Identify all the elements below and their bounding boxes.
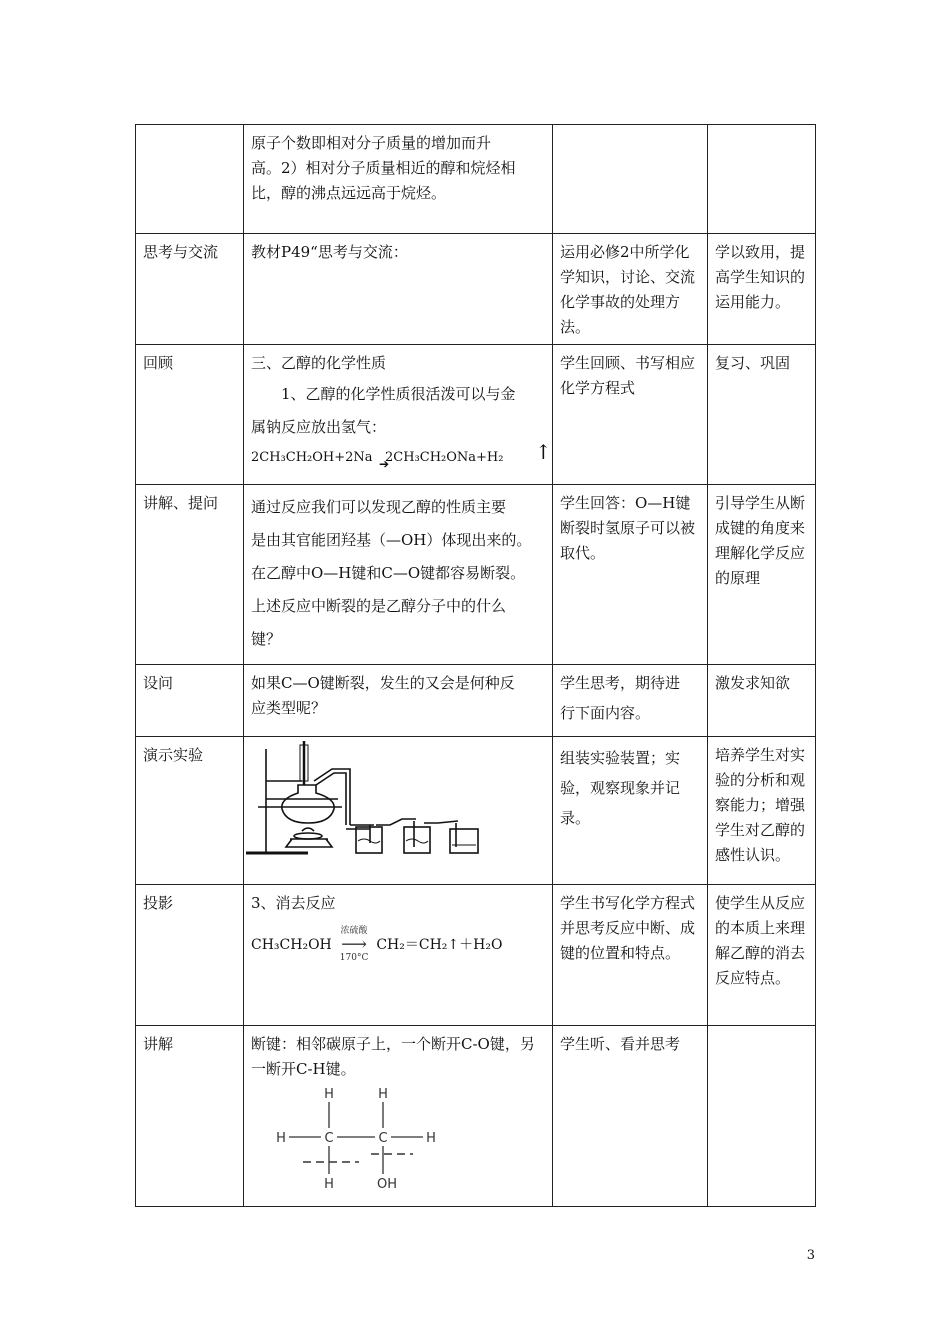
elimination-equation	[251, 926, 545, 964]
content-line: 应类型呢？	[251, 699, 327, 717]
atom-label: C	[378, 1131, 388, 1146]
content-line: 断键：相邻碳原子上，一个断开C-O键，另一断开C-H键。	[251, 1035, 535, 1078]
student-line: 行下面内容。	[560, 704, 651, 722]
product: CH₂＝CH₂↑＋H₂O	[376, 936, 503, 953]
content-line: 键？	[251, 630, 282, 648]
student-cell: 运用必修2中所学化学知识，讨论、交流化学事故的处理方法。	[553, 234, 708, 345]
content-line: 在乙醇中O—H键和C—O键都容易断裂。	[251, 564, 526, 582]
page-number: 3	[806, 1248, 815, 1263]
stage-cell	[136, 125, 244, 234]
stage-cell: 讲解、提问	[136, 485, 244, 665]
table-row	[136, 665, 816, 737]
student-line: 学生思考，期待进	[560, 674, 681, 692]
student-cell: 学生听、看并思考	[553, 1026, 708, 1207]
student-line: 录。	[560, 809, 591, 827]
content-line: 原子个数即相对分子质量的增加而升	[251, 134, 492, 152]
student-cell	[553, 665, 708, 737]
purpose-cell: 复习、巩固	[708, 345, 816, 485]
purpose-cell: 使学生从反应的本质上来理解乙醇的消去反应特点。	[708, 885, 816, 1026]
content-line: 1、乙醇的化学性质很活泼可以与金	[281, 385, 516, 403]
table-row	[136, 1026, 816, 1207]
content-line: 比，醇的沸点远远高于烷烃。	[251, 184, 447, 202]
table-row	[136, 125, 816, 234]
arrow-icon: ⟶	[341, 934, 367, 955]
student-cell	[553, 737, 708, 885]
content-line: 通过反应我们可以发现乙醇的性质主要	[251, 498, 507, 516]
atom-label: H	[324, 1177, 334, 1192]
table-row	[136, 737, 816, 885]
student-cell	[553, 125, 708, 234]
purpose-cell: 培养学生对实验的分析和观察能力；增强学生对乙醇的感性认识。	[708, 737, 816, 885]
equation-right: 2CH₃CH₂ONa+H₂	[385, 450, 504, 465]
stage-cell: 思考与交流	[136, 234, 244, 345]
atom-label: H	[426, 1131, 436, 1146]
stage-cell: 演示实验	[136, 737, 244, 885]
table-row	[136, 885, 816, 1026]
content-cell	[244, 737, 553, 885]
atom-label: H	[378, 1087, 388, 1102]
lesson-plan-table	[135, 124, 816, 1207]
atom-label: H	[324, 1087, 334, 1102]
catalyst-label: 浓硫酸	[340, 926, 368, 936]
table-row	[136, 345, 816, 485]
equation-left: 2CH₃CH₂OH+2Na	[251, 450, 373, 465]
table-row	[136, 234, 816, 345]
content-line: 3、消去反应	[251, 894, 336, 912]
content-cell	[244, 1026, 553, 1207]
atom-label: OH	[376, 1177, 398, 1192]
reaction-arrow: ➔	[379, 457, 390, 471]
content-line: 是由其官能团羟基（—OH）体现出来的。	[251, 531, 532, 549]
content-line: 三、乙醇的化学性质	[251, 354, 387, 372]
reaction-condition	[340, 926, 369, 964]
content-line: 上述反应中断裂的是乙醇分子中的什么	[251, 597, 507, 615]
student-cell: 学生回答：O—H键断裂时氢原子可以被取代。	[553, 485, 708, 665]
sodium-equation	[251, 440, 552, 471]
content-cell	[244, 345, 553, 485]
student-cell: 学生回顾、书写相应化学方程式	[553, 345, 708, 485]
purpose-cell: 激发求知欲	[708, 665, 816, 737]
temperature-label: 170°C	[339, 953, 369, 963]
content-cell	[244, 125, 553, 234]
content-cell: 教材P49“思考与交流：	[244, 234, 553, 345]
content-cell	[244, 665, 553, 737]
distillation-apparatus-diagram	[246, 741, 482, 861]
content-cell	[244, 485, 553, 665]
content-line: 如果C—O键断裂，发生的又会是何种反	[251, 674, 515, 692]
content-line: 属钠反应放出氢气：	[251, 418, 387, 436]
content-cell	[244, 885, 553, 1026]
stage-cell: 设问	[136, 665, 244, 737]
student-line: 验，观察现象并记	[560, 779, 681, 797]
content-line: 高。2）相对分子质量相近的醇和烷烃相	[251, 159, 516, 177]
ethanol-structure-diagram	[263, 1084, 436, 1194]
table-row	[136, 485, 816, 665]
purpose-cell: 学以致用，提高学生知识的运用能力。	[708, 234, 816, 345]
atom-label: C	[324, 1131, 334, 1146]
atom-label: H	[276, 1131, 286, 1146]
purpose-cell	[708, 125, 816, 234]
stage-cell: 投影	[136, 885, 244, 1026]
stage-cell: 回顾	[136, 345, 244, 485]
gas-arrow-icon: ↑	[535, 440, 552, 464]
student-cell: 学生书写化学方程式并思考反应中断、成键的位置和特点。	[553, 885, 708, 1026]
student-line: 组装实验装置；实	[560, 749, 681, 767]
purpose-cell: 引导学生从断成键的角度来理解化学反应的原理	[708, 485, 816, 665]
purpose-cell	[708, 1026, 816, 1207]
stage-cell: 讲解	[136, 1026, 244, 1207]
reactant: CH₃CH₂OH	[251, 936, 332, 953]
